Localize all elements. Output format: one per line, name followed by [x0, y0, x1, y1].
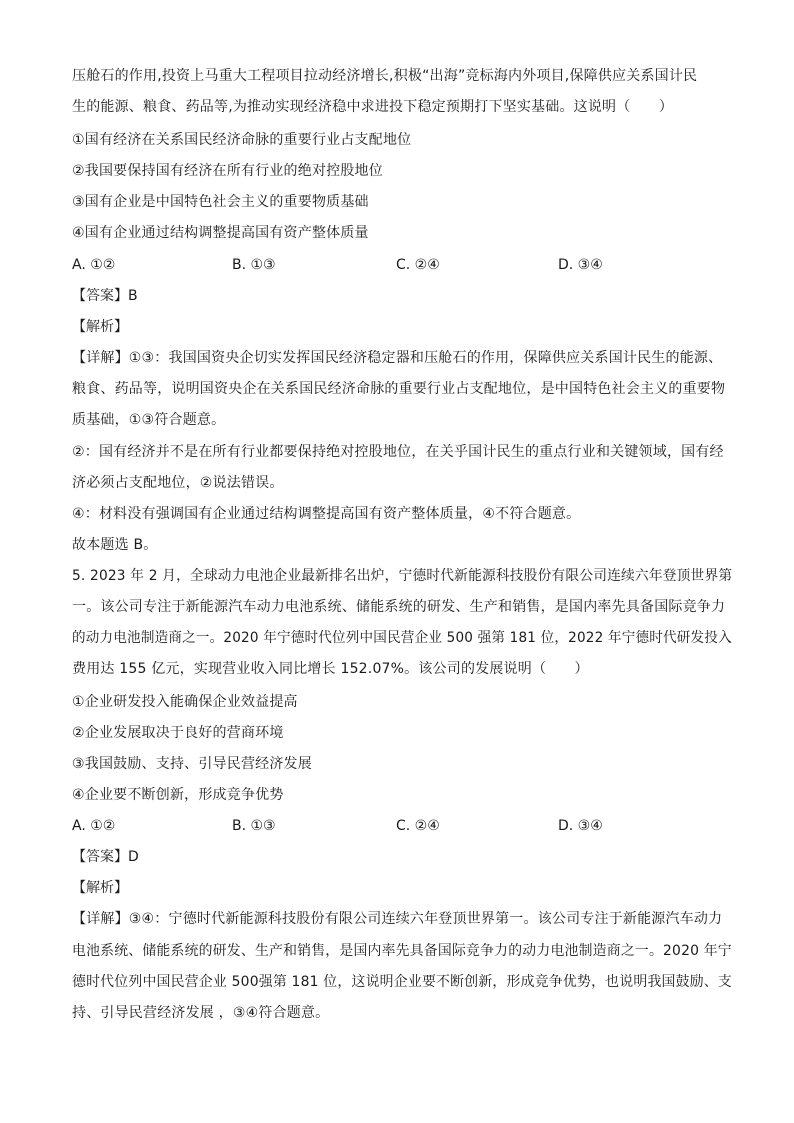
q4-detail-line-1: 【详解】①③：我国国资央企切实发挥国民经济稳定器和压舱石的作用，保障供应关系国计民生的能源、	[72, 350, 723, 366]
q4-conclusion: 故本题选 B。	[72, 537, 158, 553]
q5-options	[72, 816, 732, 836]
q4-option-a: A. ①②	[72, 257, 116, 273]
q4-stem-line-1: 压舱石的作用,投资上马重大工程项目拉动经济增长,积极“出海”竞标海内外项目,保障供应关系国计民	[72, 68, 698, 84]
q4-analysis-label: 【解析】	[72, 319, 128, 335]
q5-statement-1: ①企业研发投入能确保企业效益提高	[72, 694, 298, 710]
q5-statement-3: ③我国鼓励、支持、引导民营经济发展	[72, 756, 312, 772]
q4-detail-line-3: 质基础，①③符合题意。	[72, 412, 226, 428]
q4-statement-3: ③国有企业是中国特色社会主义的重要物质基础	[72, 194, 369, 210]
q5-option-a: A. ①②	[72, 818, 116, 834]
q4-statement-4: ④国有企业通过结构调整提高国有资产整体质量	[72, 225, 369, 241]
q5-stem-line-3: 的动力电池制造商之一。2020 年宁德时代位列中国民营企业 500 强第 181 位，2022 年宁德时代研发投入	[72, 630, 732, 646]
q5-statement-4: ④企业要不断创新，形成竞争优势	[72, 787, 284, 803]
q4-detail-line-2: 粮食、药品等，说明国资央企在关系国民经济命脉的重要行业占支配地位，是中国特色社会主义的重要物	[72, 381, 726, 397]
q5-answer: 【答案】D	[72, 849, 139, 865]
q4-detail-line-4: ②：国有经济并不是在所有行业都要保持绝对控股地位，在关乎国计民生的重点行业和关键领域，国有经	[72, 444, 724, 460]
q5-option-b: B. ①③	[232, 818, 276, 834]
q5-detail-line-4: 持、引导民营经济发展 ，③④符合题意。	[72, 1005, 330, 1021]
q5-option-d: D. ③④	[558, 818, 603, 834]
q4-option-b: B. ①③	[232, 257, 276, 273]
q4-stem-line-2: 生的能源、粮食、药品等,为推动实现经济稳中求进投下稳定预期打下坚实基础。这说明（ ）	[72, 99, 674, 115]
q4-detail-line-5: 济必须占支配地位，②说法错误。	[72, 475, 284, 491]
q4-answer: 【答案】B	[72, 288, 138, 304]
q4-statement-2: ②我国要保持国有经济在所有行业的绝对控股地位	[72, 163, 383, 179]
q5-detail-line-1: 【详解】③④：宁德时代新能源科技股份有限公司连续六年登顶世界第一。该公司专注于新能源汽车动力	[72, 911, 723, 927]
q5-stem-line-1: 5. 2023 年 2 月，全球动力电池企业最新排名出炉，宁德时代新能源科技股份有限公司连续六年登顶世界第	[72, 568, 733, 584]
q5-stem-line-2: 一。该公司专注于新能源汽车动力电池系统、储能系统的研发、生产和销售，是国内率先具备国际竞争力	[72, 599, 726, 615]
q4-detail-line-6: ④：材料没有强调国有企业通过结构调整提高国有资产整体质量，④不符合题意。	[72, 506, 581, 522]
q5-option-c: C. ②④	[396, 818, 440, 834]
q4-option-d: D. ③④	[558, 257, 603, 273]
q4-options	[72, 255, 732, 275]
q4-statement-1: ①国有经济在关系国民经济命脉的重要行业占支配地位	[72, 132, 412, 148]
q5-analysis-label: 【解析】	[72, 880, 128, 896]
q5-statement-2: ②企业发展取决于良好的营商环境	[72, 725, 284, 741]
q5-detail-line-2: 电池系统、储能系统的研发、生产和销售，是国内率先具备国际竞争力的动力电池制造商之一。2020 年宁	[72, 943, 732, 959]
q5-detail-line-3: 德时代位列中国民营企业 500强第 181 位，这说明企业要不断创新，形成竞争优势，也说明我国鼓励、支	[72, 974, 733, 990]
q4-option-c: C. ②④	[396, 257, 440, 273]
q5-stem-line-4: 费用达 155 亿元，实现营业收入同比增长 152.07%。该公司的发展说明（ ）	[72, 661, 589, 677]
